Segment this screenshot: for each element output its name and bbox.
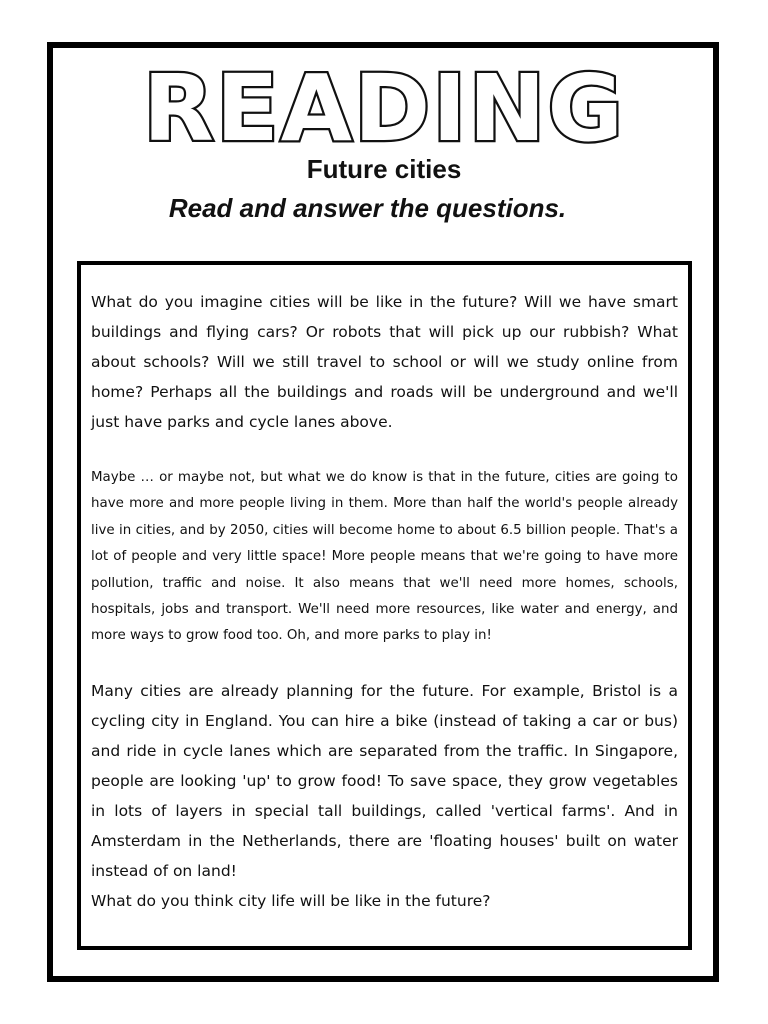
reading-title-graphic — [0, 46, 768, 156]
page-instruction: Read and answer the questions. — [168, 193, 567, 223]
reading-title-text: READING — [143, 55, 625, 156]
passage-paragraph-2: Maybe … or maybe not, but what we do know is that in the future, cities are going to have more and more people living in them. More than half the world's people already live in cities, and by 2050, cities will become home to about 6.5 billion people. That's a lot of people and very little space! More people means that we're going to have more pollution, traffic and noise. It also means that we'll need more homes, schools, hospitals, jobs and transport. We'll need more resources, like water and energy, and more ways to grow food too. Oh, and more parks to play in! — [91, 470, 678, 644]
page-subtitle: Future cities — [306, 154, 462, 184]
passage-paragraph-3: Many cities are already planning for the future. For example, Bristol is a cycling city in England. You can hire a bike (instead of taking a car or bus) and ride in cycle lanes which are separated from the traffic. In Singapore, people are looking 'up' to grow food! To save space, they grow vegetables in lots of layers in special tall buildings, called 'vertical farms'. And in Amsterdam in the Netherlands, there are 'floating houses' built on water instead of on land! — [91, 681, 678, 880]
reading-title — [0, 46, 768, 156]
closing-question: What do you think city life will be like in the future? — [91, 891, 491, 910]
passage-paragraph-1: What do you imagine cities will be like in the future? Will we have smart buildings and flying cars? Or robots that will pick up our rubbish? What about schools? Will we still travel to school or will we study online from home? Perhaps all the buildings and roads will be underground and we'll just have parks and cycle lanes above. — [91, 293, 678, 431]
reading-passage-box — [77, 261, 692, 950]
